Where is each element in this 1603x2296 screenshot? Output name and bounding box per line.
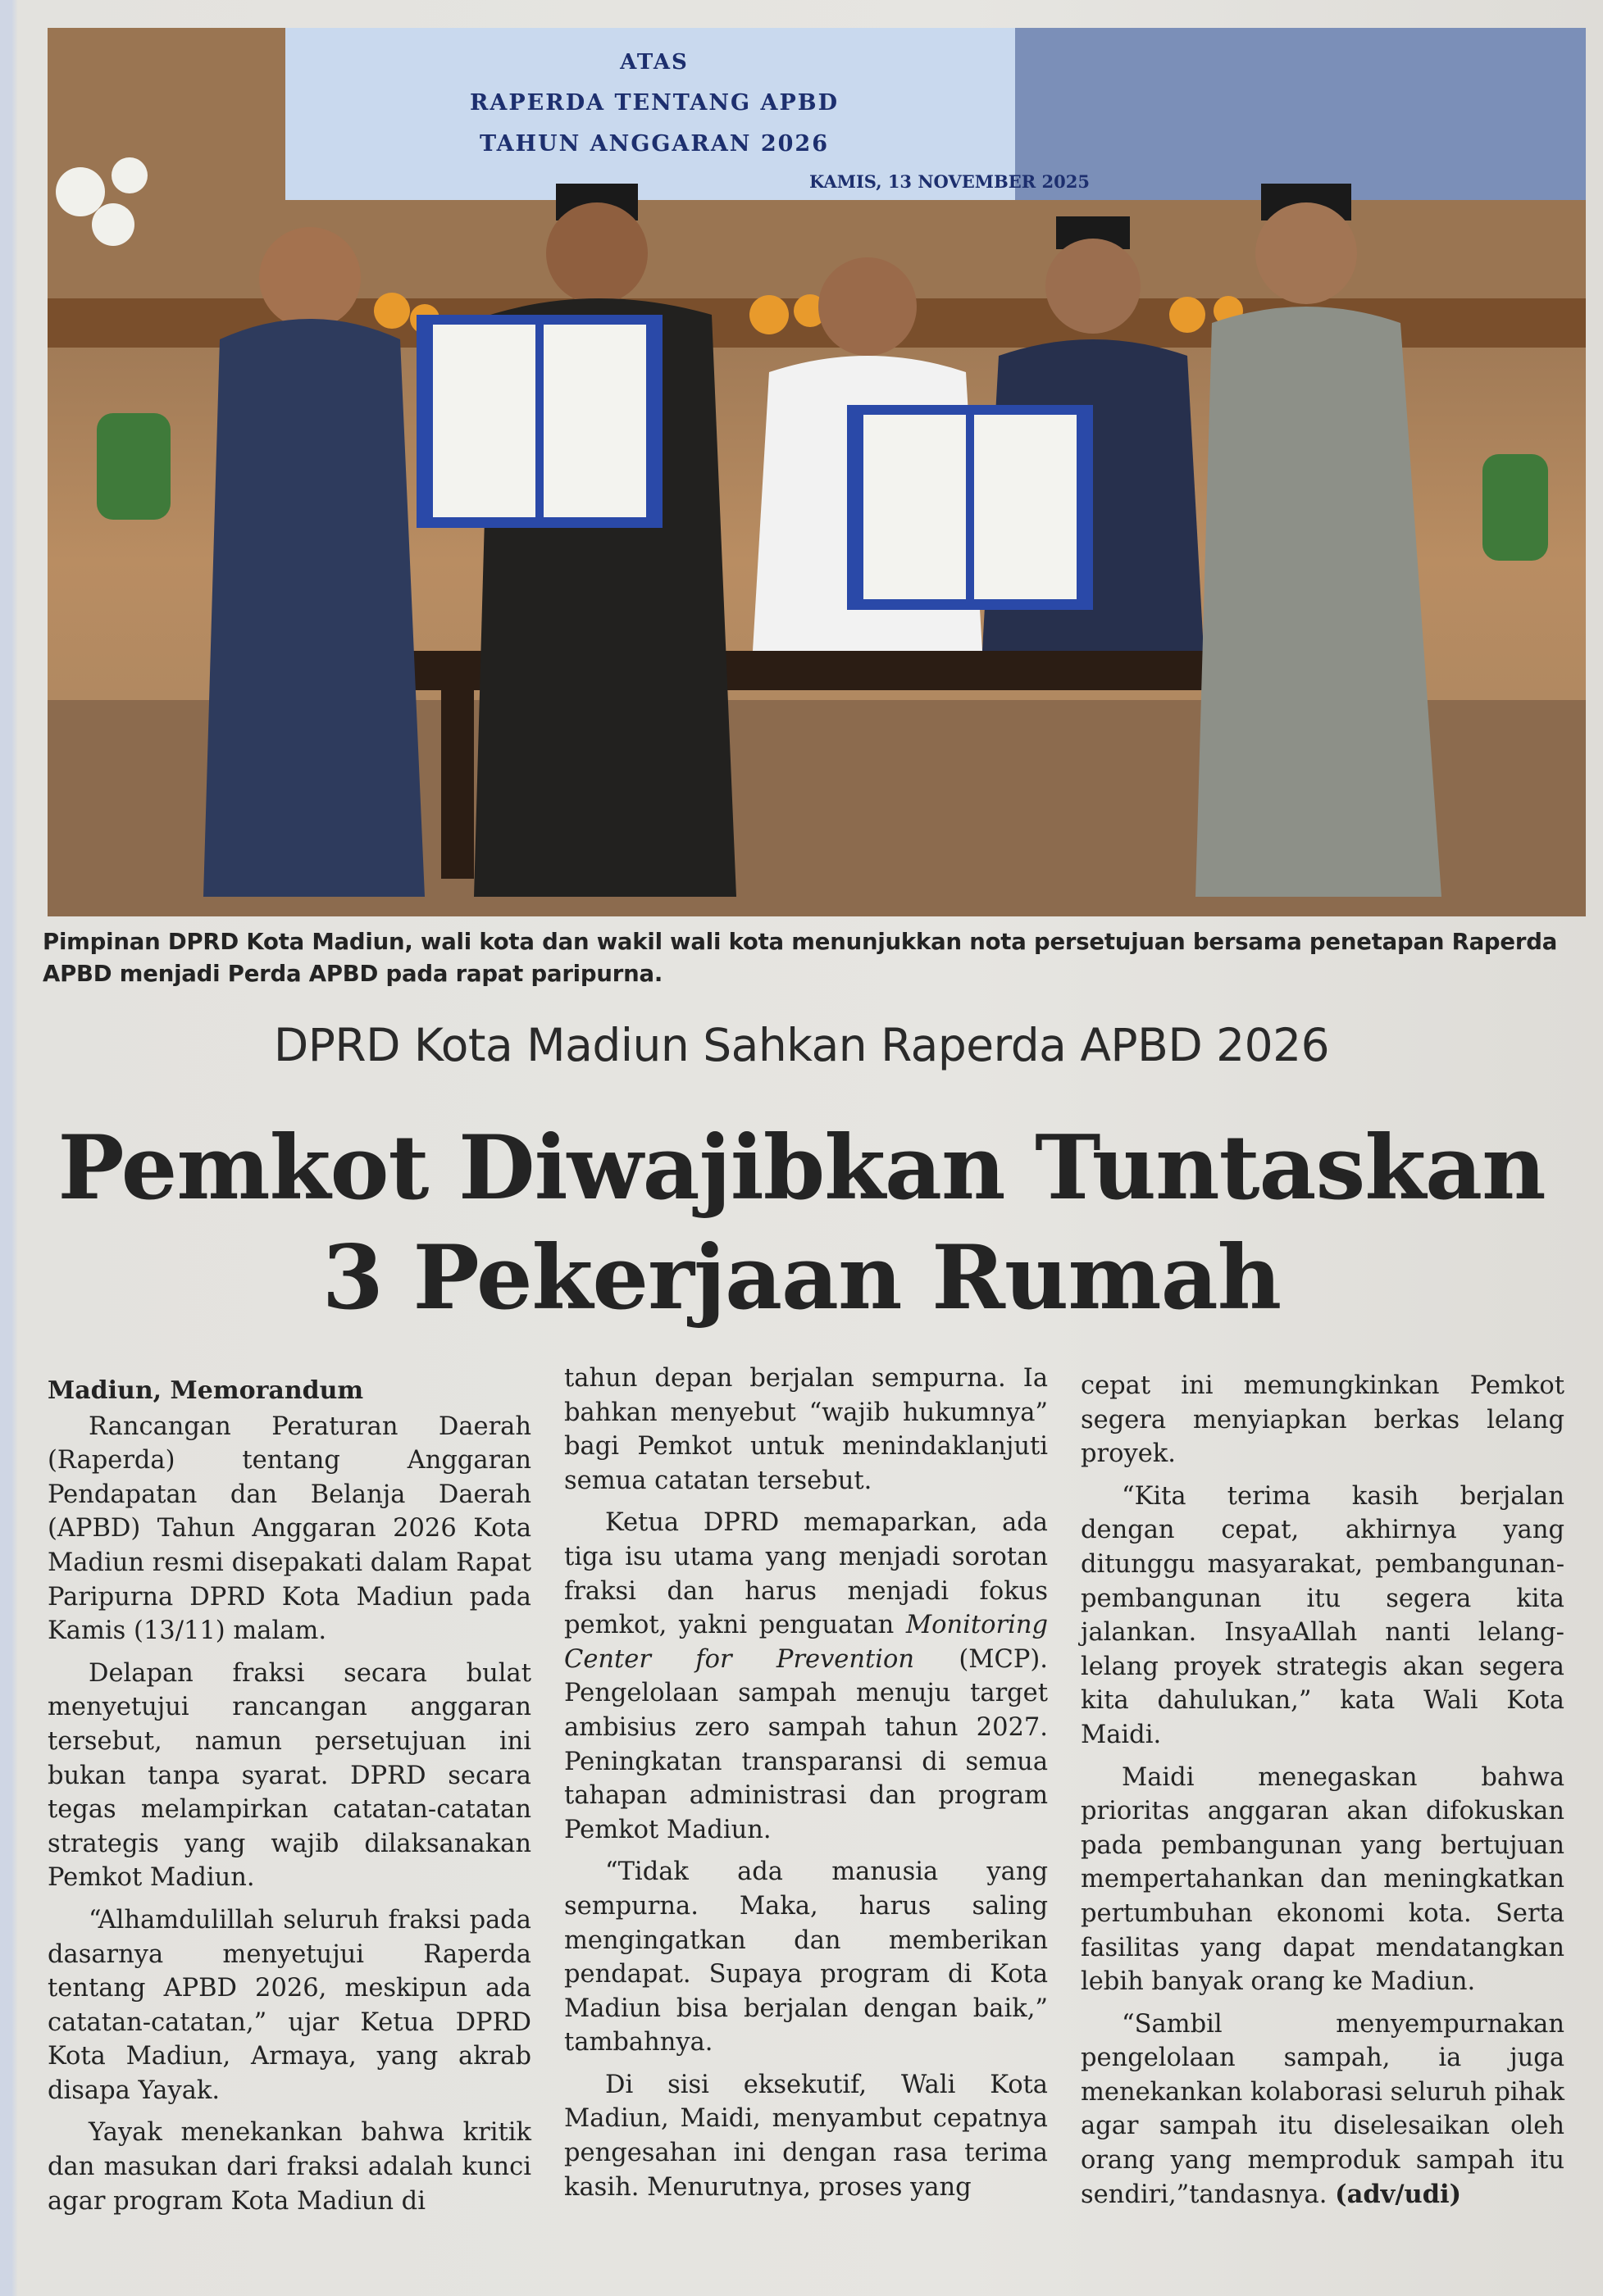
news-photo xyxy=(48,28,1586,916)
banner-date: KAMIS, 13 NOVEMBER 2025 xyxy=(809,171,1090,192)
article-kicker: DPRD Kota Madiun Sahkan Raperda APBD 2026 xyxy=(273,1019,1330,1071)
text-run: (MCP). Pengelolaan sampah menuju target ambisius zero sampah tahun 2027. Peningkatan transparansi di semua tahapan administrasi dan program Pemkot Madiun. xyxy=(564,1644,1048,1844)
article-column-2 xyxy=(564,1362,1048,2212)
banner-line-2: RAPERDA TENTANG APBD xyxy=(469,90,840,116)
paragraph: “Kita terima kasih berjalan dengan cepat, akhirnya yang ditunggu masyarakat, pembangunan-pembangunan itu segera kita jalankan. InsyaAllah nanti lelang-lelang proyek strategis akan segera kita dahulukan,” kata Wali Kota Maidi. xyxy=(1081,1481,1564,1749)
paragraph xyxy=(564,1506,1048,1847)
banner-line-3: TAHUN ANGGARAN 2026 xyxy=(479,131,830,157)
paragraph xyxy=(1081,2007,1564,2212)
italic-term: Monitoring Center for Prevention xyxy=(564,1611,1048,1674)
paragraph: Yayak menekankan bahwa kritik dan masukan dari fraksi adalah kunci agar program Kota Madiun di xyxy=(48,2118,531,2216)
dateline: Madiun, Memorandum xyxy=(48,1376,364,1405)
text-run: Ketua DPRD memaparkan, ada tiga isu utama yang menjadi sorotan fraksi dan harus menjadi fokus pemkot, yakni penguatan xyxy=(564,1508,1048,1640)
author-signature: (adv/udi) xyxy=(1335,2179,1462,2209)
paragraph: cepat ini memungkinkan Pemkot segera menyiapkan berkas lelang proyek. xyxy=(1081,1371,1564,1469)
article-column-3 xyxy=(1081,1369,1564,2220)
headline-line-2: 3 Pekerjaan Rumah xyxy=(321,1226,1282,1330)
photo-caption: Pimpinan DPRD Kota Madiun, wali kota dan wakil wali kota menunjukkan nota persetujuan bersama penetapan Raperda APBD menjadi Perda APBD pada rapat paripurna. xyxy=(43,929,1558,987)
headline-line-1: Pemkot Diwajibkan Tuntaskan xyxy=(57,1116,1546,1220)
text-run: “Sambil menyempurnakan pengelolaan sampah, ia juga menekankan kolaborasi seluruh pihak agar sampah itu diselesaikan oleh orang yang memproduk sampah itu sendiri,”tandasnya. xyxy=(1081,2009,1564,2209)
paragraph: Rancangan Peraturan Daerah (Raperda) tentang Anggaran Pendapatan dan Belanja Daerah (APBD) Tahun Anggaran 2026 Kota Madiun resmi disepakati dalam Rapat Paripurna DPRD Kota Madiun pada Kamis (13/11) malam. xyxy=(48,1412,531,1646)
article-column-1 xyxy=(48,1374,531,2226)
paragraph: “Alhamdulillah seluruh fraksi pada dasarnya menyetujui Raperda tentang APBD 2026, meskipun ada catatan-catatan,” ujar Ketua DPRD Kota Madiun, Armaya, yang akrab disapa Yayak. xyxy=(48,1905,531,2105)
paragraph: Di sisi eksekutif, Wali Kota Madiun, Maidi, menyambut cepatnya pengesahan ini dengan rasa terima kasih. Menurutnya, proses yang xyxy=(564,2070,1048,2202)
article-headline xyxy=(0,1113,1603,1333)
paragraph: tahun depan berjalan sempurna. Ia bahkan menyebut “wajib hukumnya” bagi Pemkot untuk menindaklanjuti semua catatan tersebut. xyxy=(564,1364,1048,1495)
photo-illustration xyxy=(48,28,1586,916)
banner-line-1: ATAS xyxy=(620,50,689,75)
paragraph: Maidi menegaskan bahwa prioritas anggaran akan difokuskan pada pembangunan yang bertujuan mempertahankan dan meningkatkan pertumbuhan ekonomi kota. Serta fasilitas yang dapat mendatangkan lebih banyak orang ke Madiun. xyxy=(1081,1762,1564,1997)
paragraph: Delapan fraksi secara bulat menyetujui rancangan anggaran tersebut, namun persetujuan ini bukan tanpa syarat. DPRD secara tegas melampirkan catatan-catatan strategis yang wajib dilaksanakan Pemkot Madiun. xyxy=(48,1658,531,1893)
paragraph: “Tidak ada manusia yang sempurna. Maka, harus saling mengingatkan dan memberikan pendapat. Supaya program di Kota Madiun bisa berjalan dengan baik,” tambahnya. xyxy=(564,1857,1048,2057)
